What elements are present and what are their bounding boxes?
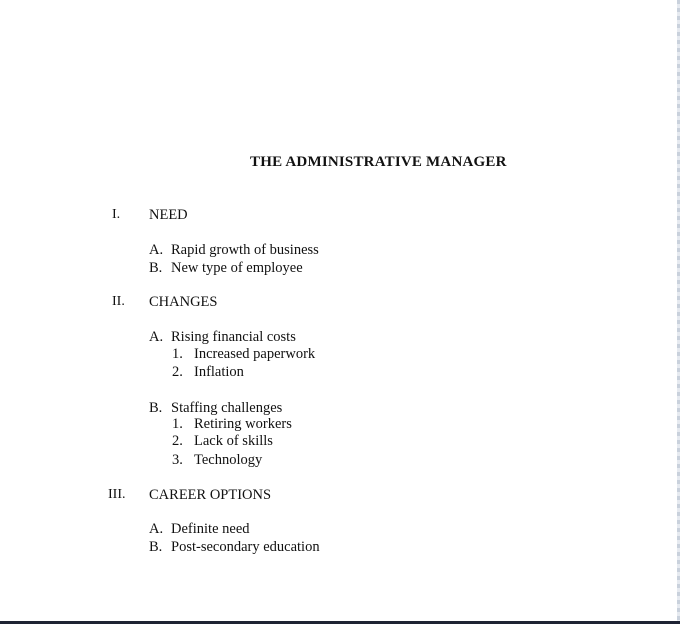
subitem-text: Technology: [194, 452, 263, 468]
subitem-marker: 2.: [172, 364, 183, 380]
item-text: Rising financial costs: [171, 329, 296, 345]
item-text: Definite need: [171, 521, 250, 537]
item-text: Post-secondary education: [171, 539, 320, 555]
subitem-text: Lack of skills: [194, 433, 273, 449]
outline-subitem: [172, 452, 262, 469]
item-marker: A.: [149, 521, 164, 537]
outline-item: [149, 521, 250, 538]
outline-item: [149, 539, 320, 556]
outline-item: [149, 260, 303, 277]
section-heading: CAREER OPTIONS: [149, 487, 272, 503]
document-title: THE ADMINISTRATIVE MANAGER: [250, 154, 507, 170]
outline-subitem: [172, 364, 244, 381]
item-marker: B.: [149, 400, 163, 416]
outline-subitem: [172, 416, 292, 433]
subitem-marker: 3.: [172, 452, 183, 468]
section-heading: CHANGES: [149, 294, 218, 310]
outline-subitem: [172, 346, 315, 363]
item-marker: B.: [149, 539, 163, 555]
section-numeral: III.: [108, 487, 126, 502]
item-text: Staffing challenges: [171, 400, 283, 416]
section-heading: NEED: [149, 207, 188, 223]
subitem-marker: 2.: [172, 433, 183, 449]
item-marker: B.: [149, 260, 163, 276]
outline-item: [149, 400, 282, 417]
section-numeral: II.: [112, 294, 125, 309]
outline-item: [149, 242, 319, 259]
item-text: Rapid growth of business: [171, 242, 319, 258]
outline-item: [149, 329, 296, 346]
subitem-marker: 1.: [172, 416, 183, 432]
item-marker: A.: [149, 242, 164, 258]
outline-subitem: [172, 433, 273, 450]
subitem-text: Inflation: [194, 364, 244, 380]
subitem-marker: 1.: [172, 346, 183, 362]
subitem-text: Increased paperwork: [194, 346, 316, 362]
section-numeral: I.: [112, 207, 121, 222]
subitem-text: Retiring workers: [194, 416, 292, 432]
item-marker: A.: [149, 329, 164, 345]
item-text: New type of employee: [171, 260, 303, 276]
